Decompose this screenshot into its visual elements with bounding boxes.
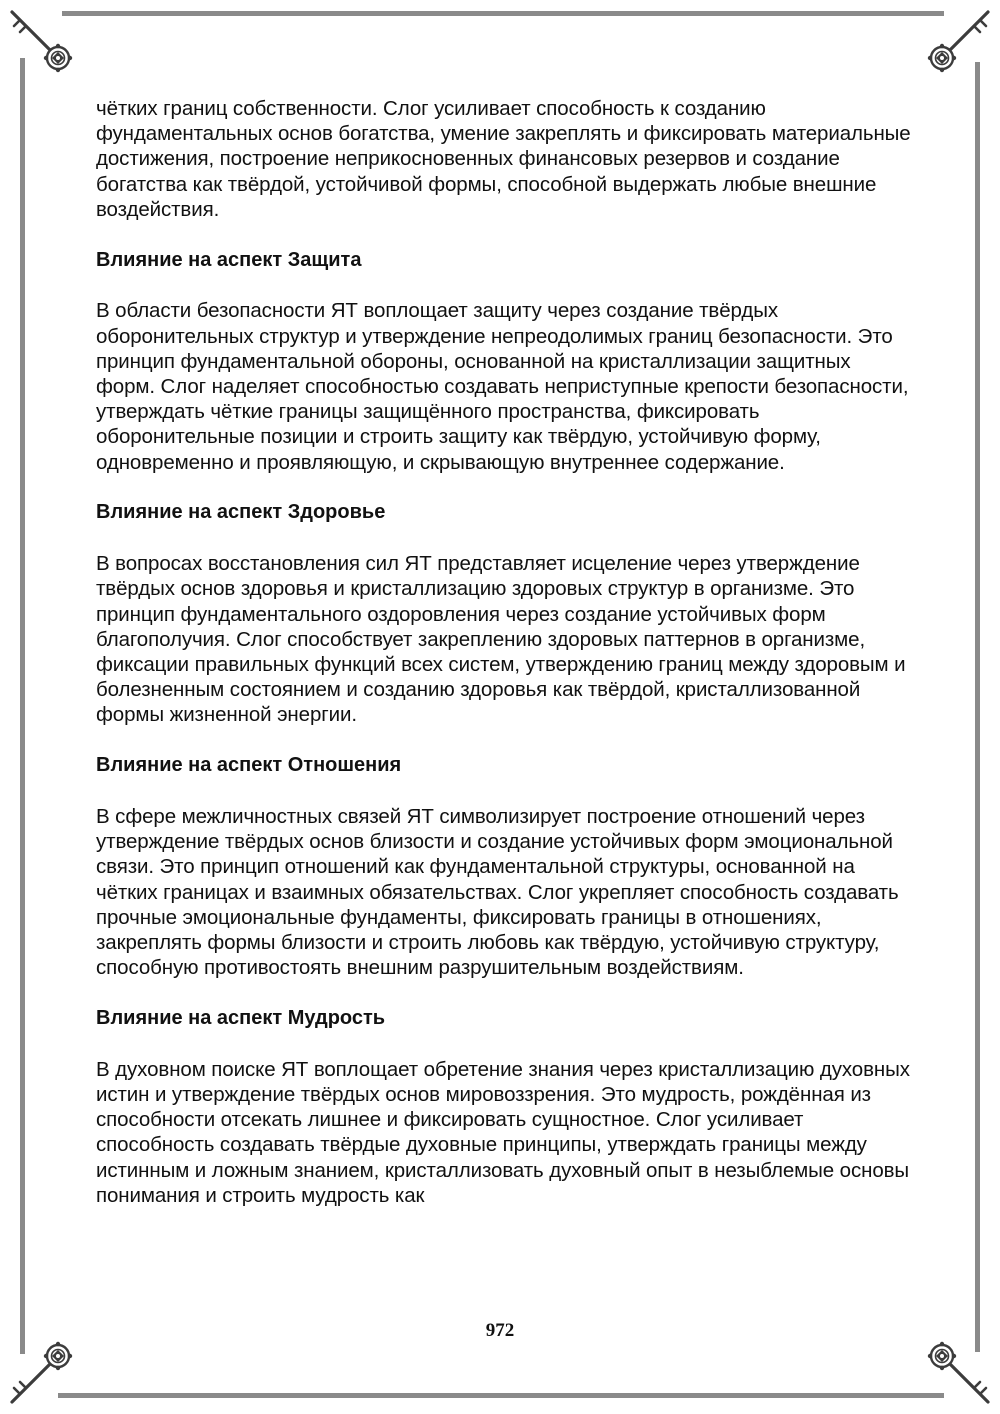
paragraph-aspect-wisdom: В духовном поиске ЯТ воплощает обретение знания через кристаллизацию духовных истин и утверждение твёрдых основ мировоззрения. Это мудрость, рождённая из способности отсекать лишнее и фиксировать сущностное. Слог усиливает способность создавать твёрдые духовные принципы, утверждать границы между истинным и ложным знанием, кристаллизовать духовный опыт в незыблемые основы понимания и строить мудрость как	[96, 1057, 910, 1207]
heading-aspect-wisdom: Влияние на аспект Мудрость	[96, 1007, 386, 1030]
top-border-line	[62, 11, 944, 16]
paragraph-aspect-protection: В области безопасности ЯТ воплощает защиту через создание твёрдых оборонительных структур и утверждение непреодолимых границ безопасности. Это принцип фундаментальной обороны, основанной на кристаллизации защитных форм. Слог наделяет способностью создавать неприступные крепости безопасности, утверждать чёткие границы защищённого пространства, фиксировать оборонительные позиции и строить защиту как твёрдую, устойчивую форму, одновременно и проявляющую, и скрывающую внутреннее содержание.	[96, 299, 909, 474]
right-border-line	[975, 62, 980, 1352]
heading-aspect-health: Влияние на аспект Здоровье	[96, 501, 386, 524]
paragraph-aspect-health: В вопросах восстановления сил ЯТ представляет исцеление через утверждение твёрдых основ здоровья и кристаллизацию здоровых структур в организме. Это принцип фундаментального оздоровления через создание устойчивых форм благополучия. Слог способствует закреплению здоровых паттернов в организме, фиксации правильных функций всех систем, утверждению границ между здоровым и болезненным состоянием и созданию здоровья как твёрдой, кристаллизованной формы жизненной энергии.	[96, 552, 906, 727]
left-border-line	[20, 58, 25, 1354]
bottom-border-line	[58, 1393, 944, 1398]
page-content	[96, 96, 912, 1234]
heading-aspect-protection: Влияние на аспект Защита	[96, 248, 362, 271]
page-number: 972	[485, 1320, 515, 1341]
heading-aspect-relationships: Влияние на аспект Отношения	[96, 754, 402, 777]
paragraph-aspect-relationships: В сфере межличностных связей ЯТ символизирует построение отношений через утверждение твёрдых основ близости и создание устойчивых форм эмоциональной связи. Это принцип отношений как фундаментальной структуры, основанной на чётких границах и взаимных обязательствах. Слог укрепляет способность создавать прочные эмоциональные фундаменты, фиксировать границы в отношениях, закреплять формы близости и строить любовь как твёрдую, устойчивую структуру, способную противостоять внешним разрушительным воздействиям.	[96, 805, 899, 980]
continuation-paragraph: чётких границ собственности. Слог усиливает способность к созданию фундаментальных основ богатства, умение закреплять и фиксировать материальные достижения, построение неприкосновенных финансовых резервов и создание богатства как твёрдой, устойчивой формы, способной выдержать любые внешние воздействия.	[96, 97, 911, 221]
